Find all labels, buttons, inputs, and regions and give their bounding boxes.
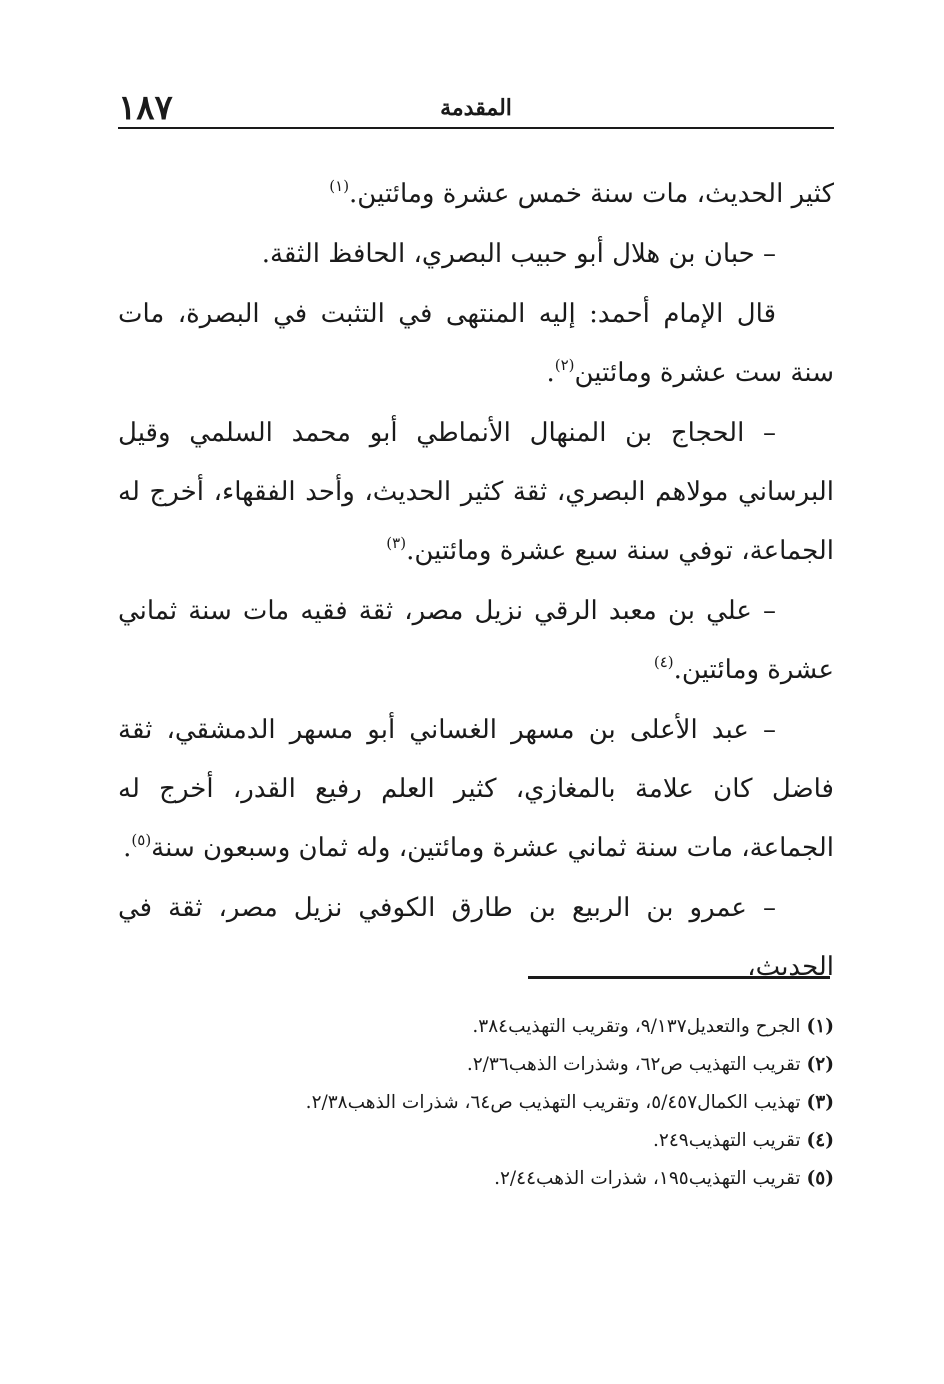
paragraph: قال الإمام أحمد: إليه المنتهى في التثبت في البصرة، مات سنة ست عشرة ومائتين$^{(٢)}$. <box>118 299 834 388</box>
footnote-number: (٣) <box>806 1092 834 1113</box>
footnote-number: (٤) <box>806 1130 834 1151</box>
page-number: ١٨٧ <box>118 88 173 128</box>
footnote-text: تقريب التهذيب٢٤٩. <box>653 1130 801 1151</box>
header-rule <box>118 127 834 129</box>
footnote-item <box>150 1122 834 1160</box>
footnotes <box>150 1008 834 1198</box>
footnote-reference: (٤) <box>653 653 674 671</box>
footnote-text: تقريب التهذيب١٩٥، شذرات الذهب٢/٤٤. <box>494 1168 801 1189</box>
footnote-number: (٢) <box>806 1054 834 1075</box>
paragraph: – الحجاج بن المنهال الأنماطي أبو محمد السلمي وقيل البرساني مولاهم البصري، ثقة كثير الحديث، وأحد الفقهاء، أخرج له الجماعة، توفي سنة سبع عشرة ومائتين.$^{(٣)}$ <box>118 418 834 566</box>
running-title: المقدمة <box>440 95 512 121</box>
paragraph: كثير الحديث، مات سنة خمس عشرة ومائتين.$^{(١)}$ <box>329 177 834 209</box>
footnote-reference: (٣) <box>386 534 407 552</box>
footnote-number: (١) <box>806 1016 834 1037</box>
footnote-reference: (٥) <box>131 831 152 849</box>
footnote-text: تقريب التهذيب ص٦٢، وشذرات الذهب٢/٣٦. <box>466 1054 801 1075</box>
footnote-number: (٥) <box>806 1168 834 1189</box>
footnote-text: تهذيب الكمال٥/٤٥٧، وتقريب التهذيب ص٦٤، شذرات الذهب٢/٣٨. <box>305 1092 801 1113</box>
main-text <box>118 165 834 998</box>
page-header <box>118 88 834 128</box>
footnote-item <box>150 1084 834 1122</box>
footnote-text: الجرح والتعديل٩/١٣٧، وتقريب التهذيب٣٨٤. <box>472 1016 801 1037</box>
footnote-item <box>150 1046 834 1084</box>
footnote-reference: (٢) <box>554 356 575 374</box>
footnote-item <box>150 1008 834 1046</box>
paragraph: – علي بن معبد الرقي نزيل مصر، ثقة فقيه مات سنة ثماني عشرة ومائتين.$^{(٤)}$ <box>118 596 834 685</box>
paragraph: – عمرو بن الربيع بن طارق الكوفي نزيل مصر، ثقة في الحديث، <box>118 893 834 982</box>
footnote-item <box>150 1160 834 1198</box>
footnote-separator <box>528 976 830 979</box>
paragraph: – حبان بن هلال أبو حبيب البصري، الحافظ الثقة. <box>261 239 776 269</box>
footnote-reference: (١) <box>329 177 350 195</box>
paragraph: – عبد الأعلى بن مسهر الغساني أبو مسهر الدمشقي، ثقة فاضل كان علامة بالمغازي، كثير العلم رفيع القدر، أخرج له الجماعة، مات سنة ثماني عشرة ومائتين، وله ثمان وسبعون سنة$^{(٥)}$. <box>118 715 834 863</box>
